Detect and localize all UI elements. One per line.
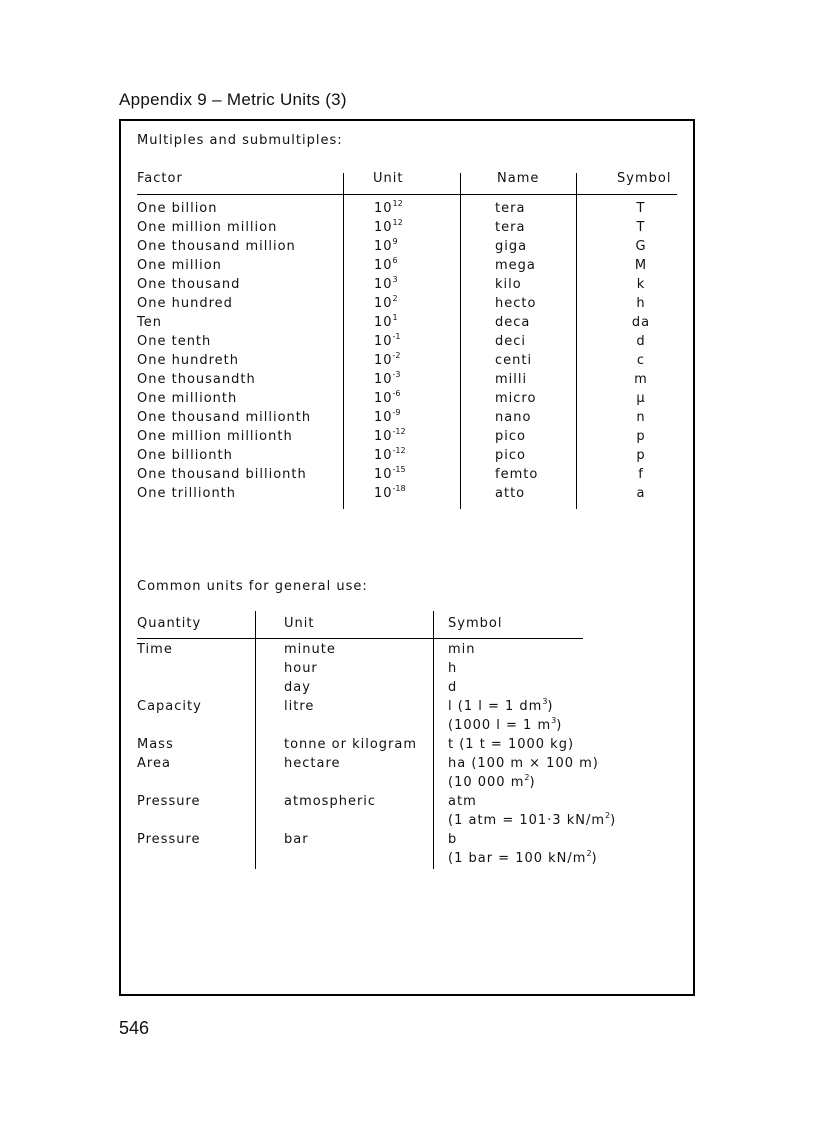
- symbol-cell: k: [636, 277, 646, 292]
- unit-exponent: 6: [392, 256, 398, 265]
- symbol-cell: T: [636, 201, 646, 216]
- symbol-cell: [448, 851, 598, 866]
- name-cell: deca: [495, 315, 531, 330]
- unit-base: 10: [374, 296, 393, 311]
- common-header-rule: [137, 638, 583, 639]
- unit-base: 10: [374, 448, 393, 463]
- multiples-header-rule: [137, 194, 677, 195]
- unit-cell: [374, 258, 398, 273]
- symbol-cell: [448, 794, 477, 809]
- symbol-text: (1 bar = 100 kN/m: [448, 851, 587, 866]
- unit-base: 10: [374, 334, 393, 349]
- unit-cell: bar: [284, 832, 309, 847]
- symbol-exponent: 3: [551, 716, 557, 725]
- quantity-cell: Mass: [137, 737, 174, 752]
- unit-base: 10: [374, 410, 393, 425]
- symbol-cell: da: [631, 315, 651, 330]
- symbol-cell: n: [636, 410, 646, 425]
- unit-base: 10: [374, 486, 393, 501]
- symbol-cell: [448, 775, 536, 790]
- factor-cell: One thousand million: [137, 239, 296, 254]
- unit-cell: [374, 429, 406, 444]
- factor-cell: One hundreth: [137, 353, 239, 368]
- symbol-text: t (1 t = 1000 kg): [448, 737, 575, 752]
- unit-base: 10: [374, 391, 393, 406]
- symbol-text: ): [556, 718, 563, 733]
- unit-cell: [374, 391, 401, 406]
- symbol-cell: [448, 642, 476, 657]
- symbol-text: (1000 l = 1 m: [448, 718, 552, 733]
- symbol-text: ): [610, 813, 617, 828]
- factor-cell: One trillionth: [137, 486, 237, 501]
- name-cell: kilo: [495, 277, 522, 292]
- symbol-cell: a: [636, 486, 646, 501]
- unit-cell: [374, 277, 398, 292]
- symbol-cell: [448, 680, 457, 695]
- name-cell: tera: [495, 201, 526, 216]
- unit-exponent: -15: [392, 465, 406, 474]
- factor-cell: One million millionth: [137, 429, 293, 444]
- symbol-cell: [448, 661, 457, 676]
- unit-base: 10: [374, 201, 393, 216]
- name-cell: mega: [495, 258, 536, 273]
- unit-cell: [374, 334, 401, 349]
- content-box: [119, 119, 695, 996]
- symbol-text: b: [448, 832, 458, 847]
- multiples-divider-3: [576, 173, 577, 509]
- unit-base: 10: [374, 220, 393, 235]
- symbol-text: ): [529, 775, 536, 790]
- unit-base: 10: [374, 258, 393, 273]
- factor-cell: One thousand billionth: [137, 467, 307, 482]
- symbol-cell: [448, 813, 616, 828]
- unit-base: 10: [374, 239, 393, 254]
- factor-cell: One tenth: [137, 334, 212, 349]
- name-cell: centi: [495, 353, 533, 368]
- unit-cell: atmospheric: [284, 794, 377, 809]
- symbol-cell: p: [636, 429, 646, 444]
- header-quantity: Quantity: [137, 616, 202, 631]
- unit-cell: [374, 448, 406, 463]
- quantity-cell: Pressure: [137, 832, 201, 847]
- unit-cell: [374, 296, 398, 311]
- unit-cell: [374, 201, 403, 216]
- name-cell: giga: [495, 239, 528, 254]
- unit-cell: [374, 486, 406, 501]
- symbol-text: h: [448, 661, 458, 676]
- symbol-exponent: 2: [524, 773, 530, 782]
- symbol-text: ha (100 m × 100 m): [448, 756, 599, 771]
- unit-exponent: -2: [392, 351, 401, 360]
- page-heading: Appendix 9 – Metric Units (3): [119, 90, 347, 109]
- factor-cell: One billion: [137, 201, 218, 216]
- header-name: Name: [497, 171, 540, 186]
- unit-cell: [374, 220, 403, 235]
- unit-base: 10: [374, 467, 393, 482]
- symbol-cell: T: [636, 220, 646, 235]
- symbol-text: (1 atm = 101·3 kN/m: [448, 813, 606, 828]
- symbol-cell: m: [634, 372, 648, 387]
- header-symbol-2: Symbol: [448, 616, 503, 631]
- symbol-cell: p: [636, 448, 646, 463]
- name-cell: hecto: [495, 296, 537, 311]
- symbol-cell: G: [635, 239, 647, 254]
- unit-cell: hectare: [284, 756, 341, 771]
- quantity-cell: Capacity: [137, 699, 202, 714]
- name-cell: nano: [495, 410, 532, 425]
- factor-cell: One thousand: [137, 277, 241, 292]
- symbol-text: l (1 l = 1 dm: [448, 699, 543, 714]
- header-unit: Unit: [373, 171, 404, 186]
- unit-exponent: -12: [392, 446, 406, 455]
- symbol-text: min: [448, 642, 476, 657]
- common-divider-2: [433, 611, 434, 869]
- symbol-text: ): [591, 851, 598, 866]
- header-symbol: Symbol: [617, 171, 672, 186]
- quantity-cell: Time: [137, 642, 173, 657]
- symbol-exponent: 2: [605, 811, 611, 820]
- symbol-exponent: 2: [586, 849, 592, 858]
- symbol-cell: M: [634, 258, 648, 273]
- factor-cell: One thousandth: [137, 372, 256, 387]
- unit-base: 10: [374, 372, 393, 387]
- unit-base: 10: [374, 353, 393, 368]
- unit-cell: [374, 372, 401, 387]
- unit-exponent: -18: [392, 484, 406, 493]
- symbol-text: (10 000 m: [448, 775, 525, 790]
- unit-cell: litre: [284, 699, 315, 714]
- multiples-caption: Multiples and submultiples:: [137, 133, 343, 148]
- symbol-text: atm: [448, 794, 477, 809]
- symbol-cell: h: [636, 296, 646, 311]
- factor-cell: Ten: [137, 315, 162, 330]
- unit-exponent: -6: [392, 389, 401, 398]
- symbol-cell: c: [636, 353, 646, 368]
- symbol-text: d: [448, 680, 458, 695]
- name-cell: deci: [495, 334, 527, 349]
- unit-exponent: 12: [392, 218, 403, 227]
- factor-cell: One thousand millionth: [137, 410, 312, 425]
- name-cell: tera: [495, 220, 526, 235]
- unit-exponent: -12: [392, 427, 406, 436]
- unit-cell: [374, 467, 406, 482]
- factor-cell: One million: [137, 258, 222, 273]
- symbol-cell: d: [636, 334, 646, 349]
- symbol-cell: f: [638, 467, 644, 482]
- unit-cell: minute: [284, 642, 336, 657]
- header-factor: Factor: [137, 171, 183, 186]
- header-unit-2: Unit: [284, 616, 315, 631]
- unit-exponent: 12: [392, 199, 403, 208]
- unit-base: 10: [374, 315, 393, 330]
- symbol-cell: [448, 832, 457, 847]
- unit-cell: [374, 239, 398, 254]
- unit-base: 10: [374, 277, 393, 292]
- symbol-cell: μ: [636, 391, 646, 406]
- symbol-cell: [448, 718, 562, 733]
- unit-exponent: 9: [392, 237, 398, 246]
- quantity-cell: Area: [137, 756, 171, 771]
- unit-cell: [374, 315, 398, 330]
- common-units-caption: Common units for general use:: [137, 579, 368, 594]
- unit-base: 10: [374, 429, 393, 444]
- symbol-exponent: 3: [542, 697, 548, 706]
- factor-cell: One billionth: [137, 448, 233, 463]
- unit-exponent: -1: [392, 332, 401, 341]
- unit-cell: day: [284, 680, 311, 695]
- page-number: 546: [119, 1018, 150, 1038]
- symbol-cell: [448, 756, 599, 771]
- name-cell: pico: [495, 448, 526, 463]
- unit-cell: hour: [284, 661, 318, 676]
- unit-exponent: -3: [392, 370, 401, 379]
- unit-cell: tonne or kilogram: [284, 737, 418, 752]
- name-cell: micro: [495, 391, 537, 406]
- unit-exponent: 3: [392, 275, 398, 284]
- unit-exponent: 2: [392, 294, 398, 303]
- unit-exponent: 1: [392, 313, 398, 322]
- multiples-divider-1: [343, 173, 344, 509]
- unit-cell: [374, 410, 401, 425]
- quantity-cell: Pressure: [137, 794, 201, 809]
- name-cell: pico: [495, 429, 526, 444]
- symbol-text: ): [547, 699, 554, 714]
- factor-cell: One million million: [137, 220, 278, 235]
- unit-cell: [374, 353, 401, 368]
- factor-cell: One millionth: [137, 391, 238, 406]
- name-cell: atto: [495, 486, 526, 501]
- common-divider-1: [255, 611, 256, 869]
- factor-cell: One hundred: [137, 296, 233, 311]
- symbol-cell: [448, 699, 553, 714]
- multiples-divider-2: [460, 173, 461, 509]
- name-cell: femto: [495, 467, 539, 482]
- symbol-cell: [448, 737, 574, 752]
- unit-exponent: -9: [392, 408, 401, 417]
- name-cell: milli: [495, 372, 528, 387]
